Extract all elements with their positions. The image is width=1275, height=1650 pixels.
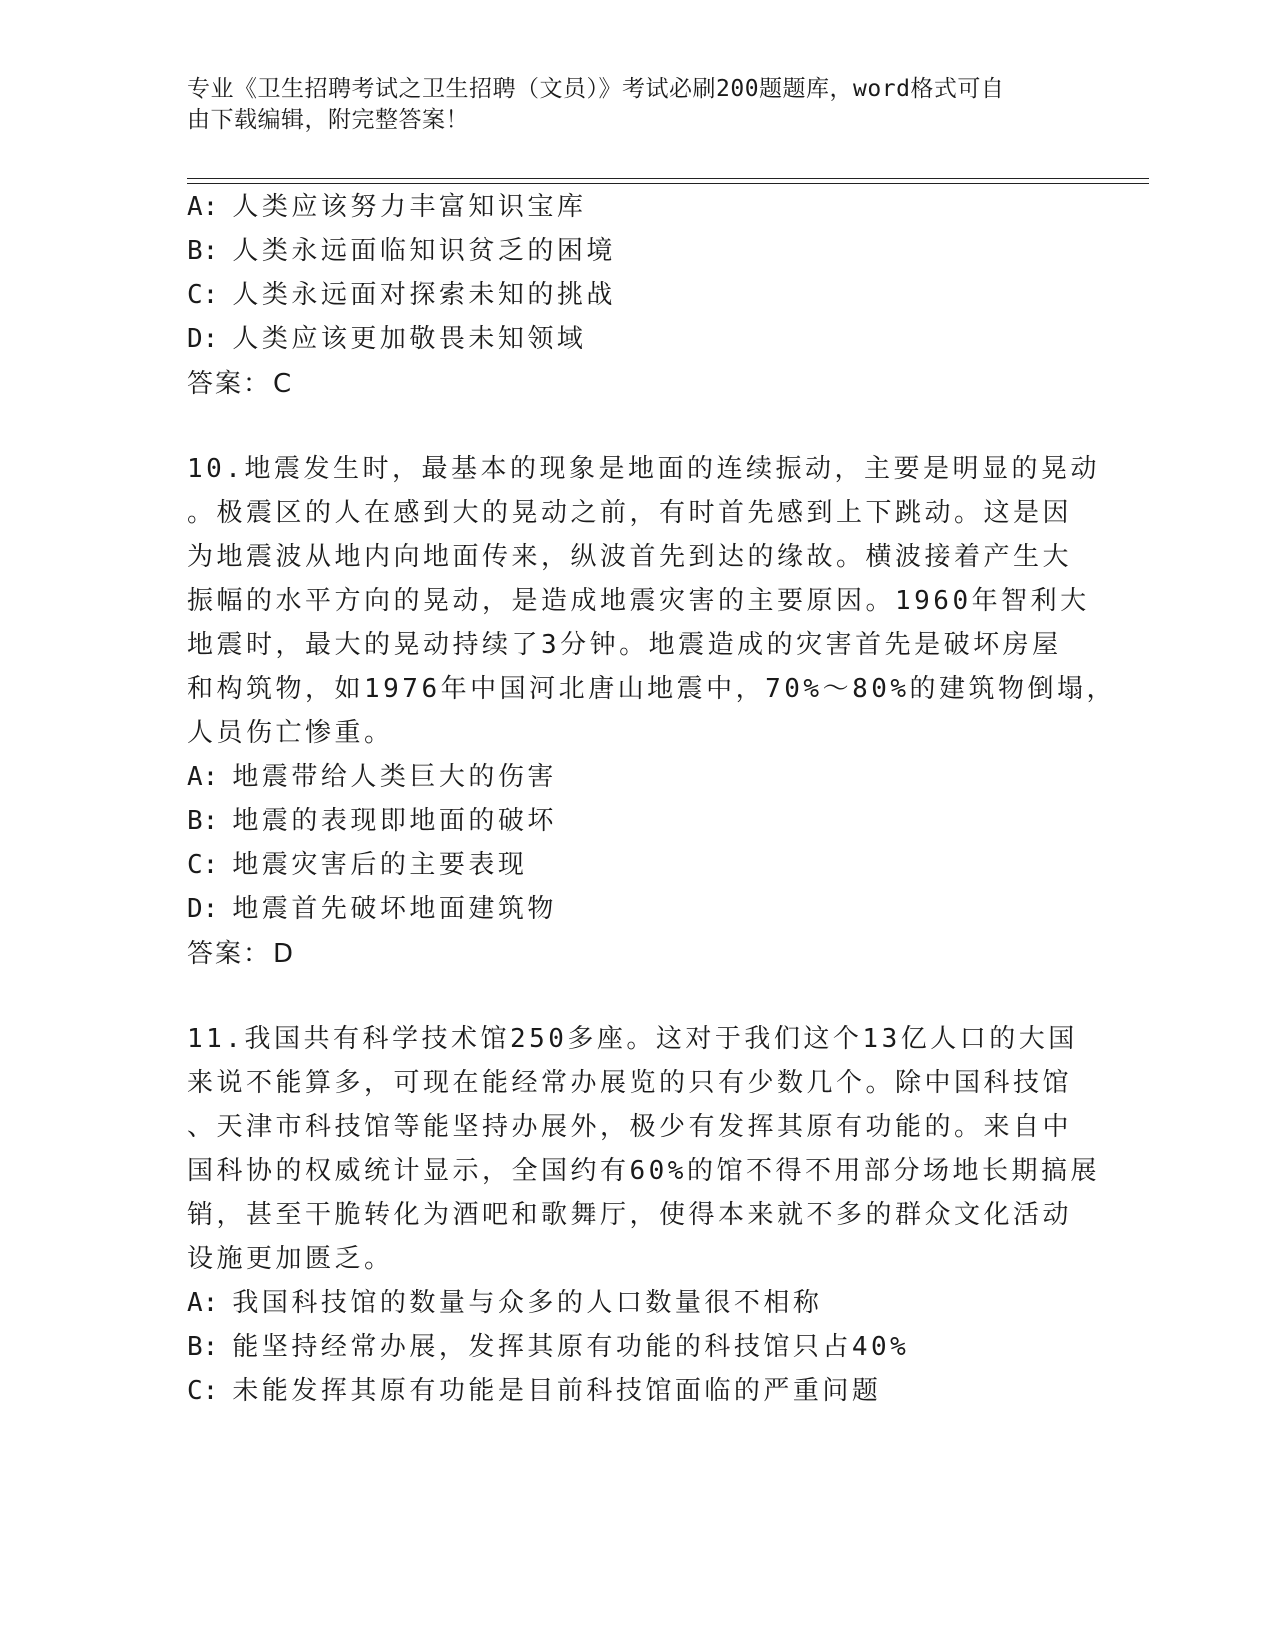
option-c: C: 人类永远面对探索未知的挑战 [187, 280, 616, 310]
answer-line: 答案：D [187, 939, 294, 969]
question-stem-line: 11.我国共有科学技术馆250多座。这对于我们这个13亿人口的大国 [187, 1024, 1078, 1054]
option-d: D: 人类应该更加敬畏未知领域 [187, 324, 587, 354]
question-stem-line: 和构筑物，如1976年中国河北唐山地震中，70%～80%的建筑物倒塌， [187, 674, 1117, 704]
header-divider [187, 178, 1149, 179]
header-line: 专业《卫生招聘考试之卫生招聘（文员）》考试必刷200题题库，word格式可自 [187, 76, 1005, 102]
option-a: A: 地震带给人类巨大的伤害 [187, 762, 557, 792]
option-b: B: 能坚持经常办展，发挥其原有功能的科技馆只占40% [187, 1332, 910, 1362]
option-c: C: 地震灾害后的主要表现 [187, 850, 528, 880]
question-stem-line: 。极震区的人在感到大的晃动之前，有时首先感到上下跳动。这是因 [187, 498, 1073, 528]
question-stem-line: 为地震波从地内向地面传来，纵波首先到达的缘故。横波接着产生大 [187, 542, 1073, 572]
header-divider [187, 183, 1149, 184]
option-b: B: 人类永远面临知识贫乏的困境 [187, 236, 616, 266]
option-a: A: 人类应该努力丰富知识宝库 [187, 192, 587, 222]
question-stem-line: 销，甚至干脆转化为酒吧和歌舞厅，使得本来就不多的群众文化活动 [187, 1200, 1073, 1230]
document-header [187, 74, 1087, 136]
option-a: A: 我国科技馆的数量与众多的人口数量很不相称 [187, 1288, 823, 1318]
question-stem-line: 10.地震发生时，最基本的现象是地面的连续振动，主要是明显的晃动 [187, 454, 1100, 484]
option-c: C: 未能发挥其原有功能是目前科技馆面临的严重问题 [187, 1376, 882, 1406]
option-d: D: 地震首先破坏地面建筑物 [187, 894, 557, 924]
header-line: 由下载编辑，附完整答案！ [187, 107, 469, 133]
question-stem-line: 地震时，最大的晃动持续了3分钟。地震造成的灾害首先是破坏房屋 [187, 630, 1062, 660]
answer-line: 答案：C [187, 369, 292, 399]
option-b: B: 地震的表现即地面的破坏 [187, 806, 557, 836]
question-stem-line: 国科协的权威统计显示，全国约有60%的馆不得不用部分场地长期搞展 [187, 1156, 1100, 1186]
question-stem-line: 来说不能算多，可现在能经常办展览的只有少数几个。除中国科技馆 [187, 1068, 1073, 1098]
question-stem-line: 振幅的水平方向的晃动，是造成地震灾害的主要原因。1960年智利大 [187, 586, 1090, 616]
question-stem-line: 设施更加匮乏。 [187, 1244, 394, 1274]
question-stem-line: 人员伤亡惨重。 [187, 718, 394, 748]
question-stem-line: 、天津市科技馆等能坚持办展外，极少有发挥其原有功能的。来自中 [187, 1112, 1073, 1142]
